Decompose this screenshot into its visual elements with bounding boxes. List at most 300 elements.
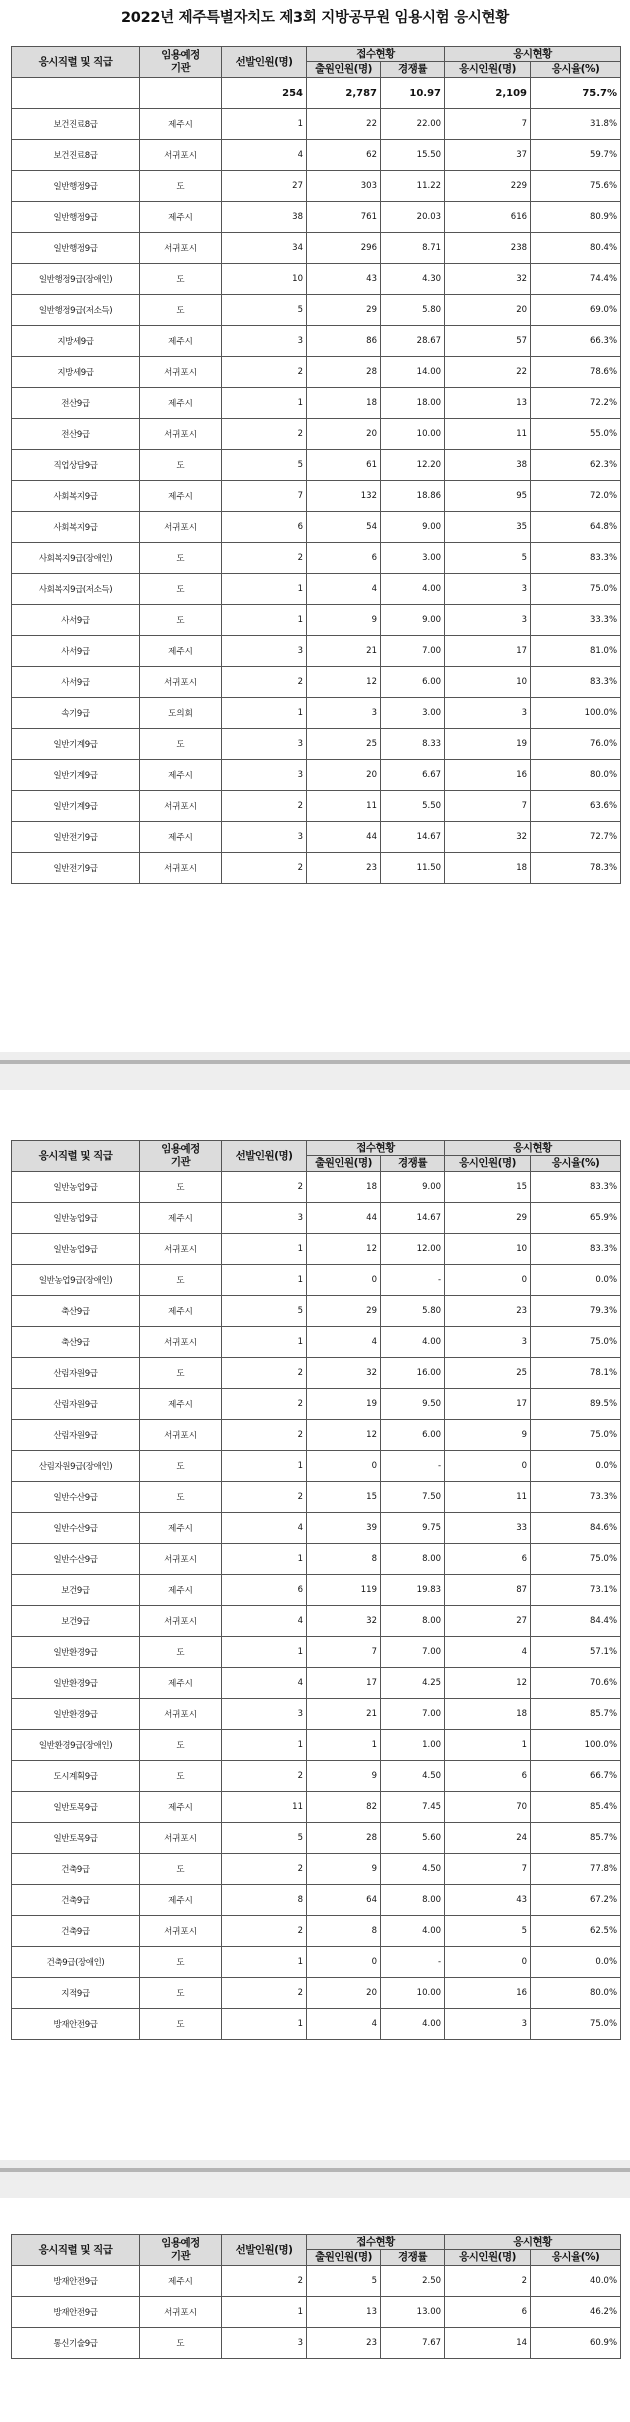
cell-competition: 4.50 <box>381 1854 445 1885</box>
cell-applicants: 18 <box>307 1172 381 1203</box>
cell-quota: 1 <box>222 698 307 729</box>
cell-position: 사서9급 <box>12 636 140 667</box>
cell-competition: 5.60 <box>381 1823 445 1854</box>
cell-quota: 3 <box>222 2328 307 2359</box>
total-quota: 254 <box>222 78 307 109</box>
cell-applicants: 0 <box>307 1947 381 1978</box>
cell-applicants: 1 <box>307 1730 381 1761</box>
cell-quota: 2 <box>222 543 307 574</box>
cell-attendees: 11 <box>445 419 531 450</box>
table-row <box>12 1823 621 1854</box>
cell-rate: 73.3% <box>531 1482 621 1513</box>
table-row <box>12 1420 621 1451</box>
cell-competition: 18.86 <box>381 481 445 512</box>
cell-competition: 3.00 <box>381 543 445 574</box>
cell-rate: 66.3% <box>531 326 621 357</box>
header-position: 응시직렬 및 직급 <box>12 47 140 78</box>
cell-position: 일반환경9급(장애인) <box>12 1730 140 1761</box>
cell-attendees: 23 <box>445 1296 531 1327</box>
cell-agency: 도 <box>140 1637 222 1668</box>
cell-position: 보건진료8급 <box>12 109 140 140</box>
cell-rate: 80.0% <box>531 1978 621 2009</box>
cell-agency: 서귀포시 <box>140 512 222 543</box>
cell-position: 산림자원9급 <box>12 1420 140 1451</box>
cell-attendees: 2 <box>445 2266 531 2297</box>
table-row <box>12 543 621 574</box>
cell-applicants: 4 <box>307 1327 381 1358</box>
table-row <box>12 481 621 512</box>
cell-position: 일반기계9급 <box>12 760 140 791</box>
cell-quota: 5 <box>222 295 307 326</box>
cell-competition: 2.50 <box>381 2266 445 2297</box>
cell-rate: 59.7% <box>531 140 621 171</box>
cell-agency: 서귀포시 <box>140 233 222 264</box>
cell-attendees: 20 <box>445 295 531 326</box>
cell-agency: 제주시 <box>140 2266 222 2297</box>
cell-attendees: 238 <box>445 233 531 264</box>
cell-position: 보건진료8급 <box>12 140 140 171</box>
header-quota: 선발인원(명) <box>222 1141 307 1172</box>
cell-agency: 도의회 <box>140 698 222 729</box>
table-row <box>12 574 621 605</box>
cell-attendees: 9 <box>445 1420 531 1451</box>
cell-quota: 1 <box>222 2297 307 2328</box>
cell-agency: 도 <box>140 1854 222 1885</box>
cell-agency: 서귀포시 <box>140 1916 222 1947</box>
cell-rate: 65.9% <box>531 1203 621 1234</box>
table-row <box>12 636 621 667</box>
cell-applicants: 44 <box>307 1203 381 1234</box>
cell-rate: 80.4% <box>531 233 621 264</box>
table-row <box>12 1637 621 1668</box>
table-row <box>12 264 621 295</box>
cell-agency: 서귀포시 <box>140 667 222 698</box>
cell-applicants: 61 <box>307 450 381 481</box>
cell-rate: 31.8% <box>531 109 621 140</box>
cell-agency: 제주시 <box>140 1792 222 1823</box>
cell-position: 일반전기9급 <box>12 853 140 884</box>
cell-attendees: 33 <box>445 1513 531 1544</box>
cell-attendees: 87 <box>445 1575 531 1606</box>
exam-status-table-1 <box>11 46 621 884</box>
cell-competition: 4.25 <box>381 1668 445 1699</box>
page-break-gap <box>0 1052 630 1090</box>
cell-position: 건축9급(장애인) <box>12 1947 140 1978</box>
table-row <box>12 605 621 636</box>
cell-position: 일반전기9급 <box>12 822 140 853</box>
cell-competition: - <box>381 1265 445 1296</box>
table-row <box>12 791 621 822</box>
cell-agency: 서귀포시 <box>140 2297 222 2328</box>
cell-quota: 1 <box>222 1234 307 1265</box>
cell-attendees: 3 <box>445 2009 531 2040</box>
cell-position: 지방세9급 <box>12 357 140 388</box>
cell-attendees: 57 <box>445 326 531 357</box>
cell-quota: 2 <box>222 1482 307 1513</box>
cell-applicants: 761 <box>307 202 381 233</box>
cell-attendees: 3 <box>445 605 531 636</box>
cell-rate: 33.3% <box>531 605 621 636</box>
cell-competition: 8.33 <box>381 729 445 760</box>
cell-rate: 75.0% <box>531 1420 621 1451</box>
cell-rate: 85.7% <box>531 1823 621 1854</box>
cell-position: 보건9급 <box>12 1575 140 1606</box>
cell-position: 산림자원9급(장애인) <box>12 1451 140 1482</box>
table-row <box>12 419 621 450</box>
table-row <box>12 1916 621 1947</box>
table-row <box>12 2328 621 2359</box>
cell-competition: 7.50 <box>381 1482 445 1513</box>
cell-position: 사회복지9급(장애인) <box>12 543 140 574</box>
cell-competition: 8.00 <box>381 1544 445 1575</box>
cell-rate: 72.0% <box>531 481 621 512</box>
cell-applicants: 12 <box>307 1420 381 1451</box>
table-row <box>12 140 621 171</box>
cell-attendees: 3 <box>445 698 531 729</box>
cell-rate: 100.0% <box>531 698 621 729</box>
header-attendees: 응시인원(명) <box>445 2250 531 2266</box>
header-reception: 접수현황 <box>307 1141 445 1156</box>
header-competition: 경쟁률 <box>381 2250 445 2266</box>
cell-competition: 9.00 <box>381 1172 445 1203</box>
cell-rate: 83.3% <box>531 1172 621 1203</box>
table-row <box>12 233 621 264</box>
cell-rate: 64.8% <box>531 512 621 543</box>
cell-attendees: 16 <box>445 1978 531 2009</box>
cell-applicants: 82 <box>307 1792 381 1823</box>
cell-position: 일반환경9급 <box>12 1668 140 1699</box>
cell-attendees: 0 <box>445 1947 531 1978</box>
total-rate: 75.7% <box>531 78 621 109</box>
cell-quota: 2 <box>222 1389 307 1420</box>
cell-attendees: 229 <box>445 171 531 202</box>
cell-rate: 84.6% <box>531 1513 621 1544</box>
cell-quota: 2 <box>222 2266 307 2297</box>
cell-agency: 제주시 <box>140 1203 222 1234</box>
cell-agency: 도 <box>140 543 222 574</box>
cell-quota: 3 <box>222 1699 307 1730</box>
cell-quota: 3 <box>222 636 307 667</box>
cell-position: 일반행정9급 <box>12 202 140 233</box>
cell-competition: 13.00 <box>381 2297 445 2328</box>
table-row <box>12 1482 621 1513</box>
cell-attendees: 17 <box>445 1389 531 1420</box>
cell-quota: 3 <box>222 1203 307 1234</box>
cell-quota: 2 <box>222 1172 307 1203</box>
cell-agency: 제주시 <box>140 326 222 357</box>
table-row <box>12 202 621 233</box>
cell-competition: 14.67 <box>381 1203 445 1234</box>
cell-agency: 제주시 <box>140 1575 222 1606</box>
cell-position: 일반농업9급 <box>12 1234 140 1265</box>
cell-position: 사회복지9급(저소득) <box>12 574 140 605</box>
header-competition: 경쟁률 <box>381 1156 445 1172</box>
cell-quota: 1 <box>222 2009 307 2040</box>
cell-attendees: 3 <box>445 1327 531 1358</box>
cell-rate: 79.3% <box>531 1296 621 1327</box>
cell-applicants: 62 <box>307 140 381 171</box>
cell-attendees: 13 <box>445 388 531 419</box>
cell-position: 보건9급 <box>12 1606 140 1637</box>
cell-rate: 0.0% <box>531 1451 621 1482</box>
header-applicants: 출원인원(명) <box>307 2250 381 2266</box>
cell-quota: 34 <box>222 233 307 264</box>
cell-competition: 9.00 <box>381 605 445 636</box>
cell-applicants: 5 <box>307 2266 381 2297</box>
table-row <box>12 1730 621 1761</box>
cell-competition: 14.00 <box>381 357 445 388</box>
cell-quota: 38 <box>222 202 307 233</box>
cell-position <box>12 78 140 109</box>
cell-competition: 4.00 <box>381 574 445 605</box>
cell-position: 사서9급 <box>12 605 140 636</box>
header-attendance: 응시현황 <box>445 1141 621 1156</box>
cell-attendees: 17 <box>445 636 531 667</box>
cell-applicants: 4 <box>307 574 381 605</box>
cell-position: 산림자원9급 <box>12 1358 140 1389</box>
cell-rate: 75.0% <box>531 1544 621 1575</box>
cell-position: 건축9급 <box>12 1854 140 1885</box>
table-row <box>12 1544 621 1575</box>
cell-agency: 도 <box>140 2009 222 2040</box>
cell-applicants: 64 <box>307 1885 381 1916</box>
cell-attendees: 7 <box>445 791 531 822</box>
cell-competition: 10.00 <box>381 419 445 450</box>
header-applicants: 출원인원(명) <box>307 62 381 78</box>
cell-position: 일반수산9급 <box>12 1513 140 1544</box>
cell-rate: 83.3% <box>531 1234 621 1265</box>
cell-rate: 40.0% <box>531 2266 621 2297</box>
table-row <box>12 1327 621 1358</box>
cell-agency: 도 <box>140 1451 222 1482</box>
header-attendance: 응시현황 <box>445 47 621 62</box>
cell-agency: 서귀포시 <box>140 1823 222 1854</box>
cell-attendees: 7 <box>445 109 531 140</box>
table-row <box>12 388 621 419</box>
cell-agency: 제주시 <box>140 109 222 140</box>
cell-position: 일반수산9급 <box>12 1544 140 1575</box>
cell-attendees: 6 <box>445 1761 531 1792</box>
cell-agency: 제주시 <box>140 202 222 233</box>
cell-rate: 75.0% <box>531 574 621 605</box>
cell-position: 속기9급 <box>12 698 140 729</box>
cell-agency: 도 <box>140 264 222 295</box>
table-row <box>12 1513 621 1544</box>
table-row <box>12 729 621 760</box>
cell-agency: 서귀포시 <box>140 1606 222 1637</box>
cell-applicants: 11 <box>307 791 381 822</box>
cell-position: 일반토목9급 <box>12 1792 140 1823</box>
total-applicants: 2,787 <box>307 78 381 109</box>
header-agency: 임용예정 기관 <box>140 47 222 78</box>
cell-applicants: 28 <box>307 1823 381 1854</box>
cell-agency: 제주시 <box>140 1296 222 1327</box>
cell-attendees: 37 <box>445 140 531 171</box>
cell-competition: 9.75 <box>381 1513 445 1544</box>
cell-agency: 도 <box>140 1761 222 1792</box>
cell-quota: 2 <box>222 1916 307 1947</box>
cell-attendees: 6 <box>445 2297 531 2328</box>
cell-quota: 1 <box>222 1637 307 1668</box>
exam-status-table-3 <box>11 2234 621 2359</box>
cell-applicants: 39 <box>307 1513 381 1544</box>
cell-competition: 11.22 <box>381 171 445 202</box>
cell-position: 사서9급 <box>12 667 140 698</box>
cell-position: 전산9급 <box>12 388 140 419</box>
cell-attendees: 32 <box>445 822 531 853</box>
cell-competition: 19.83 <box>381 1575 445 1606</box>
cell-quota: 1 <box>222 605 307 636</box>
cell-position: 도시계획9급 <box>12 1761 140 1792</box>
cell-quota: 2 <box>222 1420 307 1451</box>
cell-competition: - <box>381 1947 445 1978</box>
cell-applicants: 13 <box>307 2297 381 2328</box>
table-row <box>12 2266 621 2297</box>
cell-attendees: 11 <box>445 1482 531 1513</box>
cell-applicants: 4 <box>307 2009 381 2040</box>
cell-competition: 6.67 <box>381 760 445 791</box>
cell-competition: 9.00 <box>381 512 445 543</box>
cell-attendees: 15 <box>445 1172 531 1203</box>
cell-agency: 도 <box>140 450 222 481</box>
cell-quota: 11 <box>222 1792 307 1823</box>
cell-applicants: 21 <box>307 1699 381 1730</box>
cell-rate: 57.1% <box>531 1637 621 1668</box>
cell-agency: 도 <box>140 1172 222 1203</box>
cell-applicants: 86 <box>307 326 381 357</box>
cell-position: 일반기계9급 <box>12 729 140 760</box>
cell-quota: 4 <box>222 140 307 171</box>
cell-quota: 2 <box>222 853 307 884</box>
cell-attendees: 4 <box>445 1637 531 1668</box>
cell-competition: 4.00 <box>381 1327 445 1358</box>
cell-competition: 1.00 <box>381 1730 445 1761</box>
cell-quota: 1 <box>222 1327 307 1358</box>
cell-quota: 8 <box>222 1885 307 1916</box>
table-row <box>12 2297 621 2328</box>
cell-applicants: 21 <box>307 636 381 667</box>
cell-applicants: 29 <box>307 295 381 326</box>
cell-agency: 서귀포시 <box>140 1234 222 1265</box>
cell-position: 일반농업9급 <box>12 1172 140 1203</box>
table-row <box>12 1699 621 1730</box>
header-quota: 선발인원(명) <box>222 2235 307 2266</box>
cell-rate: 55.0% <box>531 419 621 450</box>
cell-quota: 1 <box>222 1544 307 1575</box>
header-attendance-rate: 응시율(%) <box>531 62 621 78</box>
cell-rate: 75.0% <box>531 2009 621 2040</box>
table-row <box>12 357 621 388</box>
cell-position: 건축9급 <box>12 1916 140 1947</box>
cell-attendees: 10 <box>445 667 531 698</box>
cell-rate: 83.3% <box>531 667 621 698</box>
cell-agency: 서귀포시 <box>140 1544 222 1575</box>
cell-competition: 7.67 <box>381 2328 445 2359</box>
cell-quota: 1 <box>222 574 307 605</box>
header-agency: 임용예정 기관 <box>140 1141 222 1172</box>
cell-competition: 8.71 <box>381 233 445 264</box>
cell-attendees: 3 <box>445 574 531 605</box>
cell-applicants: 119 <box>307 1575 381 1606</box>
cell-position: 직업상담9급 <box>12 450 140 481</box>
cell-rate: 78.1% <box>531 1358 621 1389</box>
cell-attendees: 5 <box>445 1916 531 1947</box>
table-row <box>12 450 621 481</box>
cell-attendees: 18 <box>445 853 531 884</box>
cell-attendees: 7 <box>445 1854 531 1885</box>
cell-competition: 4.50 <box>381 1761 445 1792</box>
cell-quota: 2 <box>222 1978 307 2009</box>
cell-applicants: 8 <box>307 1544 381 1575</box>
cell-attendees: 14 <box>445 2328 531 2359</box>
cell-competition: 4.30 <box>381 264 445 295</box>
cell-position: 일반환경9급 <box>12 1637 140 1668</box>
total-competition: 10.97 <box>381 78 445 109</box>
table-row <box>12 698 621 729</box>
cell-applicants: 3 <box>307 698 381 729</box>
cell-position: 일반행정9급 <box>12 233 140 264</box>
cell-agency: 제주시 <box>140 822 222 853</box>
cell-agency: 서귀포시 <box>140 419 222 450</box>
cell-agency: 도 <box>140 295 222 326</box>
cell-attendees: 616 <box>445 202 531 233</box>
cell-quota: 3 <box>222 729 307 760</box>
cell-quota: 6 <box>222 512 307 543</box>
cell-rate: 75.6% <box>531 171 621 202</box>
cell-rate: 70.6% <box>531 1668 621 1699</box>
cell-rate: 78.6% <box>531 357 621 388</box>
cell-attendees: 95 <box>445 481 531 512</box>
cell-rate: 77.8% <box>531 1854 621 1885</box>
total-attendees: 2,109 <box>445 78 531 109</box>
table-row <box>12 171 621 202</box>
table-row <box>12 1451 621 1482</box>
cell-rate: 46.2% <box>531 2297 621 2328</box>
cell-competition: 14.67 <box>381 822 445 853</box>
cell-position: 일반기계9급 <box>12 791 140 822</box>
cell-agency: 도 <box>140 574 222 605</box>
cell-position: 일반농업9급 <box>12 1203 140 1234</box>
cell-agency: 제주시 <box>140 1389 222 1420</box>
cell-competition: 12.20 <box>381 450 445 481</box>
cell-applicants: 25 <box>307 729 381 760</box>
cell-rate: 69.0% <box>531 295 621 326</box>
header-attendees: 응시인원(명) <box>445 62 531 78</box>
header-quota: 선발인원(명) <box>222 47 307 78</box>
cell-applicants: 12 <box>307 1234 381 1265</box>
cell-applicants: 20 <box>307 1978 381 2009</box>
cell-position: 일반행정9급 <box>12 171 140 202</box>
table-row <box>12 326 621 357</box>
cell-quota: 7 <box>222 481 307 512</box>
cell-agency: 제주시 <box>140 1513 222 1544</box>
cell-applicants: 296 <box>307 233 381 264</box>
cell-agency: 서귀포시 <box>140 1327 222 1358</box>
cell-agency: 제주시 <box>140 1668 222 1699</box>
cell-rate: 62.5% <box>531 1916 621 1947</box>
cell-rate: 80.9% <box>531 202 621 233</box>
cell-position: 사회복지9급 <box>12 481 140 512</box>
cell-attendees: 32 <box>445 264 531 295</box>
table-row <box>12 109 621 140</box>
cell-competition: 8.00 <box>381 1885 445 1916</box>
cell-quota: 5 <box>222 450 307 481</box>
header-reception: 접수현황 <box>307 47 445 62</box>
header-attendance-rate: 응시율(%) <box>531 2250 621 2266</box>
cell-competition: 18.00 <box>381 388 445 419</box>
cell-agency: 서귀포시 <box>140 357 222 388</box>
cell-competition: 5.80 <box>381 1296 445 1327</box>
